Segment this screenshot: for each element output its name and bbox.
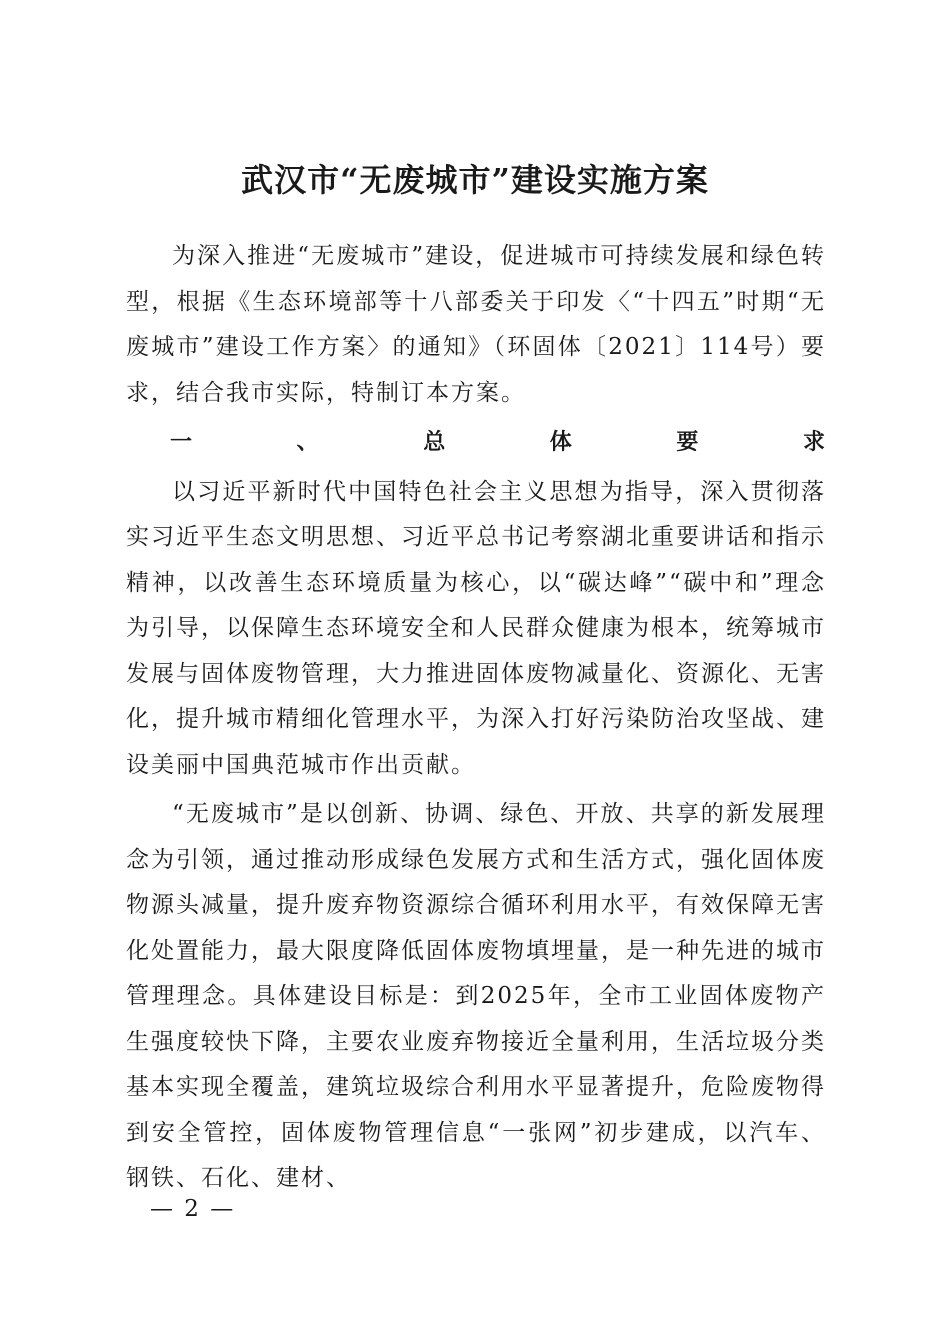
- zero-waste-city-paragraph: “无废城市”是以创新、协调、绿色、开放、共享的新发展理念为引领，通过推动形成绿色发展方式和生活方式，强化固体废物源头减量，提升废弃物资源综合循环利用水平，有效保障无害化处置能力，最大限度降低固体废物填埋量，是一种先进的城市管理理念。具体建设目标是：到2025年，全市工业固体废物产生强度较快下降，主要农业废弃物接近全量利用，生活垃圾分类基本实现全覆盖，建筑垃圾综合利用水平显著提升，危险废物得到安全管控，固体废物管理信息“一张网”初步建成，以汽车、钢铁、石化、建材、: [126, 801, 826, 1191]
- document-body: [126, 234, 826, 1202]
- document-title: 武汉市“无废城市”建设实施方案: [241, 161, 709, 199]
- page-number: — 2 —: [150, 1196, 236, 1222]
- intro-paragraph: 为深入推进“无废城市”建设，促进城市可持续发展和绿色转型，根据《生态环境部等十八部委关于印发〈“十四五”时期“无废城市”建设工作方案〉的通知》（环固体〔2021〕114号）要求，结合我市实际，特制订本方案。: [126, 243, 826, 406]
- guiding-ideology-paragraph: 以习近平新时代中国特色社会主义思想为指导，深入贯彻落实习近平生态文明思想、习近平总书记考察湖北重要讲话和指示精神，以改善生态环境质量为核心，以“碳达峰”“碳中和”理念为引导，以保障生态环境安全和人民群众健康为根本，统筹城市发展与固体废物管理，大力推进固体废物减量化、资源化、无害化，提升城市精细化管理水平，为深入打好污染防治攻坚战、建设美丽中国典范城市作出贡献。: [126, 478, 826, 778]
- section-heading-general-requirements: 一、总体要求: [170, 430, 826, 455]
